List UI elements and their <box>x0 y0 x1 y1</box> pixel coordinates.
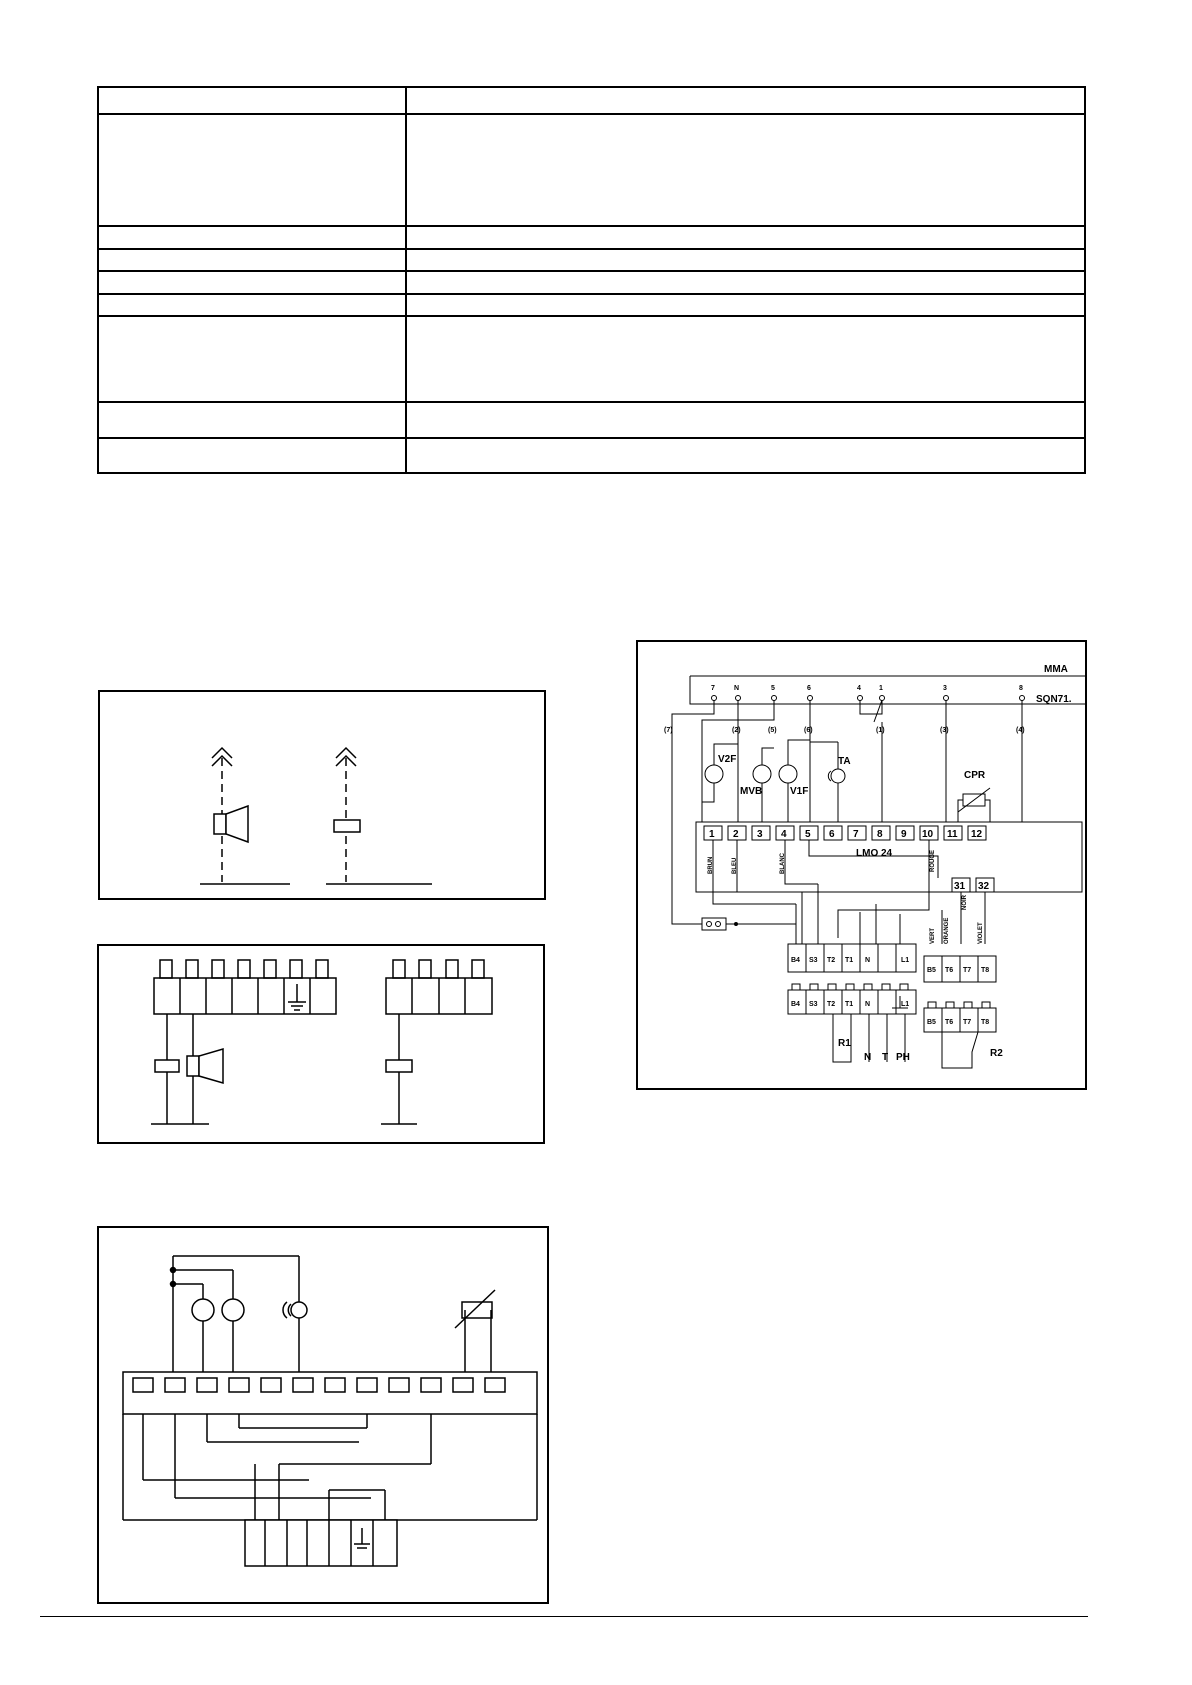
component-v1f: V1F <box>790 786 809 797</box>
top-terminal: 3 <box>943 685 947 692</box>
wire-color-label: ROUGE <box>930 849 936 872</box>
top-terminal: 1 <box>879 685 883 692</box>
wire-ref: (2) <box>732 727 741 734</box>
plug-pin-label: N <box>865 957 871 964</box>
top-terminal: N <box>734 685 740 692</box>
relay-r1-label: R1 <box>838 1038 851 1049</box>
control-terminal: 2 <box>733 829 739 840</box>
component-cpr: CPR <box>964 770 986 781</box>
wire-color-label: VERT <box>930 927 936 944</box>
table-row <box>99 315 1084 403</box>
control-terminal: 10 <box>922 829 934 840</box>
extra-terminal: 32 <box>978 881 990 892</box>
wire-color-label: BLANC <box>780 853 786 874</box>
control-terminal: 9 <box>901 829 907 840</box>
top-terminal: 7 <box>711 685 715 692</box>
wire-ref: (1) <box>876 727 885 734</box>
connector-figure <box>97 944 545 1144</box>
main-wiring-drawing <box>638 642 1089 1092</box>
control-terminal: 8 <box>877 829 883 840</box>
plug-pin-label: T1 <box>845 957 854 964</box>
control-terminal: 6 <box>829 829 835 840</box>
plug-pin-label: L1 <box>901 1001 910 1008</box>
component-mvb: MVB <box>740 786 763 797</box>
table-row <box>99 270 1084 295</box>
simplified-wiring-drawing <box>99 1228 551 1606</box>
table-header-row <box>99 88 1084 115</box>
table-row <box>99 248 1084 272</box>
top-terminal: 4 <box>857 685 861 692</box>
wire-color-label: NOIR <box>962 895 968 910</box>
extra-terminal: 31 <box>954 881 966 892</box>
plug-pin-label: S3 <box>809 957 818 964</box>
plug-pin-label: T2 <box>827 1001 836 1008</box>
supply-label: T <box>882 1052 889 1063</box>
component-ta: TA <box>838 756 851 767</box>
plug-pin-label: T6 <box>945 1019 954 1026</box>
top-terminal: 5 <box>771 685 775 692</box>
plug-pin-label: B4 <box>791 1001 800 1008</box>
plug-pin-label: B5 <box>927 1019 936 1026</box>
wire-color-label: BLEU <box>732 857 738 874</box>
control-terminal: 4 <box>781 829 787 840</box>
control-terminal: 7 <box>853 829 859 840</box>
plug-pin-label: B5 <box>927 967 936 974</box>
control-terminal: 5 <box>805 829 811 840</box>
wire-color-label: ORANGE <box>944 917 950 944</box>
plug-pin-label: T2 <box>827 957 836 964</box>
symbol-drawing <box>100 692 548 902</box>
plug-pin-label: N <box>865 1001 871 1008</box>
table-row <box>99 293 1084 317</box>
wire-color-label: VIOLET <box>978 922 984 944</box>
footer-rule <box>40 1616 1088 1617</box>
control-terminal: 1 <box>709 829 715 840</box>
wire-ref: (7) <box>664 727 673 734</box>
table-row <box>99 437 1084 472</box>
table-row <box>99 401 1084 439</box>
plug-pin-label: B4 <box>791 957 800 964</box>
plug-pin-label: S3 <box>809 1001 818 1008</box>
simplified-wiring-figure <box>97 1226 549 1604</box>
wire-color-label: BRUN <box>708 856 714 874</box>
mma-label: MMA <box>1044 664 1068 675</box>
plug-pin-label: T8 <box>981 967 990 974</box>
spec-table <box>97 86 1086 474</box>
wire-ref: (3) <box>940 727 949 734</box>
supply-label: PH <box>896 1052 910 1063</box>
wire-ref: (5) <box>768 727 777 734</box>
top-terminal: 8 <box>1019 685 1023 692</box>
top-terminal: 6 <box>807 685 811 692</box>
component-v2f: V2F <box>718 754 737 765</box>
supply-label: N <box>864 1052 872 1063</box>
symbol-figure <box>98 690 546 900</box>
servo-label: SQN71. <box>1036 694 1072 705</box>
plug-pin-label: T7 <box>963 1019 972 1026</box>
plug-pin-label: T8 <box>981 1019 990 1026</box>
table-row <box>99 225 1084 250</box>
plug-pin-label: T1 <box>845 1001 854 1008</box>
control-terminal: 12 <box>971 829 983 840</box>
plug-pin-label: T7 <box>963 967 972 974</box>
table-row <box>99 113 1084 227</box>
wire-ref: (6) <box>804 727 813 734</box>
main-wiring-figure <box>636 640 1087 1090</box>
control-terminal: 3 <box>757 829 763 840</box>
control-terminal: 11 <box>947 829 958 840</box>
plug-pin-label: L1 <box>901 957 910 964</box>
control-box-label: LMO 24 <box>856 848 893 859</box>
plug-pin-label: T6 <box>945 967 954 974</box>
wire-ref: (4) <box>1016 727 1025 734</box>
relay-r2-label: R2 <box>990 1048 1003 1059</box>
connector-drawing <box>99 946 547 1146</box>
